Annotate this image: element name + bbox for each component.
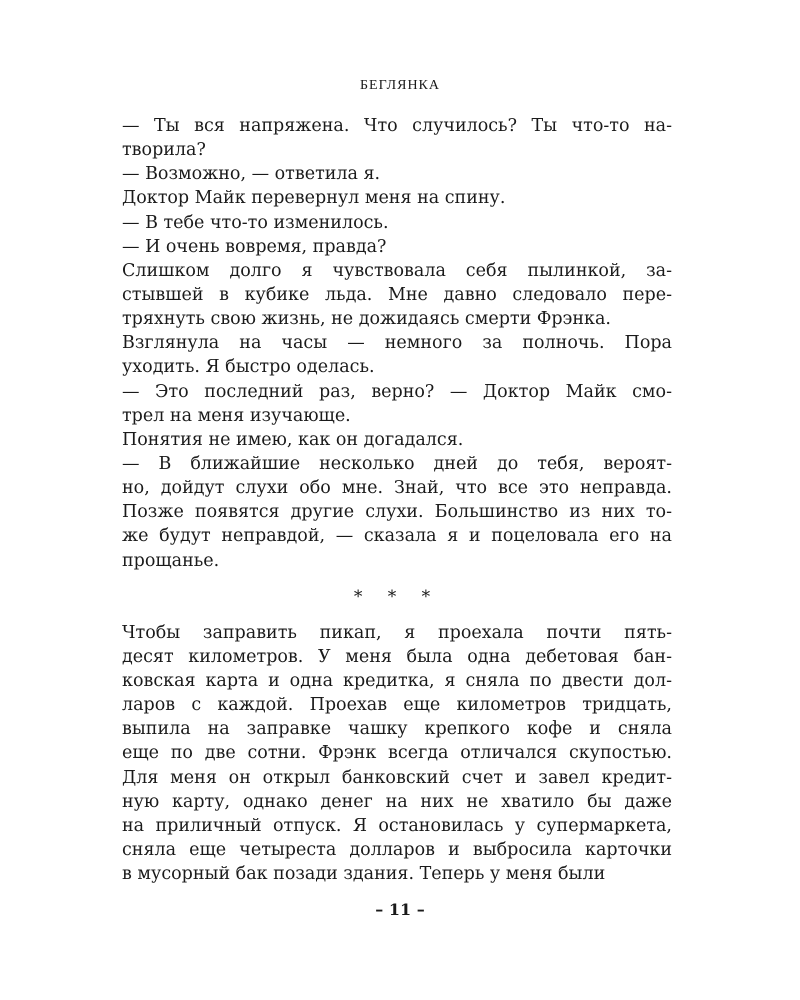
text-line: но, дойдут слухи обо мне. Знай, что все это неправда.	[122, 478, 672, 499]
text-line: сняла еще четыреста долларов и выбросила карточки	[122, 839, 672, 860]
text-line: на приличный отпуск. Я остановилась у супермаркета,	[122, 815, 672, 836]
text-line: десят километров. У меня была одна дебетовая бан-	[122, 646, 672, 667]
text-line: в мусорный бак позади здания. Теперь у меня были	[122, 864, 606, 885]
text-line: еще по две сотни. Фрэнк всегда отличался скупостью.	[122, 743, 672, 764]
text-line: — И очень вовремя, правда?	[122, 236, 387, 257]
scene-break: * * *	[353, 586, 441, 607]
text-line: прощанье.	[122, 550, 220, 571]
text-line: же будут неправдой, — сказала я и поцеловала его на	[122, 526, 672, 547]
running-head: БЕГЛЯНКА	[359, 78, 441, 93]
text-line: Чтобы заправить пикап, я проехала почти пять-	[122, 622, 672, 643]
section-after-break	[122, 621, 672, 887]
text-line: выпила на заправке чашку крепкого кофе и сняла	[122, 719, 672, 740]
paragraph	[122, 331, 672, 379]
text-line: — Ты вся напряжена. Что случилось? Ты что-то на-	[122, 116, 672, 136]
paragraph	[122, 211, 672, 235]
text-line: — Это последний раз, верно? — Доктор Майк смо-	[122, 381, 672, 402]
paragraph	[122, 621, 672, 887]
text-line: тряхнуть свою жизнь, не дожидаясь смерти Фрэнка.	[122, 309, 611, 330]
text-line: Понятия не имею, как он догадался.	[122, 429, 464, 450]
paragraph	[122, 235, 672, 259]
text-line: творила?	[122, 140, 206, 161]
text-line: — Возможно, — ответила я.	[122, 164, 381, 185]
section-before-break	[122, 114, 672, 573]
paragraph	[122, 162, 672, 186]
text-line: ковская карта и одна кредитка, я сняла по двести дол-	[122, 670, 672, 691]
text-line: — В ближайшие несколько дней до тебя, вероят-	[122, 453, 672, 474]
text-line: трел на меня изучающе.	[122, 405, 351, 426]
text-line: Доктор Майк перевернул меня на спину.	[122, 188, 506, 209]
paragraph	[122, 428, 672, 452]
text-line: стывшей в кубике льда. Мне давно следовало пере-	[122, 284, 672, 305]
text-line: Взглянула на часы — немного за полночь. Пора	[122, 333, 672, 354]
text-line: уходить. Я быстро оделась.	[122, 357, 375, 378]
text-line: Позже появятся другие слухи. Большинство из них то-	[122, 502, 672, 523]
text-line: — В тебе что-то изменилось.	[122, 212, 389, 233]
text-line: Слишком долго я чувствовала себя пылинкой, за-	[122, 260, 672, 281]
text-line: Для меня он открыл банковский счет и завел кредит-	[122, 767, 672, 788]
body-text	[122, 114, 672, 886]
paragraph	[122, 452, 672, 573]
paragraph	[122, 380, 672, 428]
text-line: ларов с каждой. Проехав еще километров тридцать,	[122, 695, 672, 716]
paragraph	[122, 259, 672, 331]
paragraph	[122, 186, 672, 210]
text-line: ную карту, однако денег на них не хватило бы даже	[122, 791, 672, 812]
page-number: – 11 –	[375, 900, 425, 919]
paragraph	[122, 114, 672, 162]
